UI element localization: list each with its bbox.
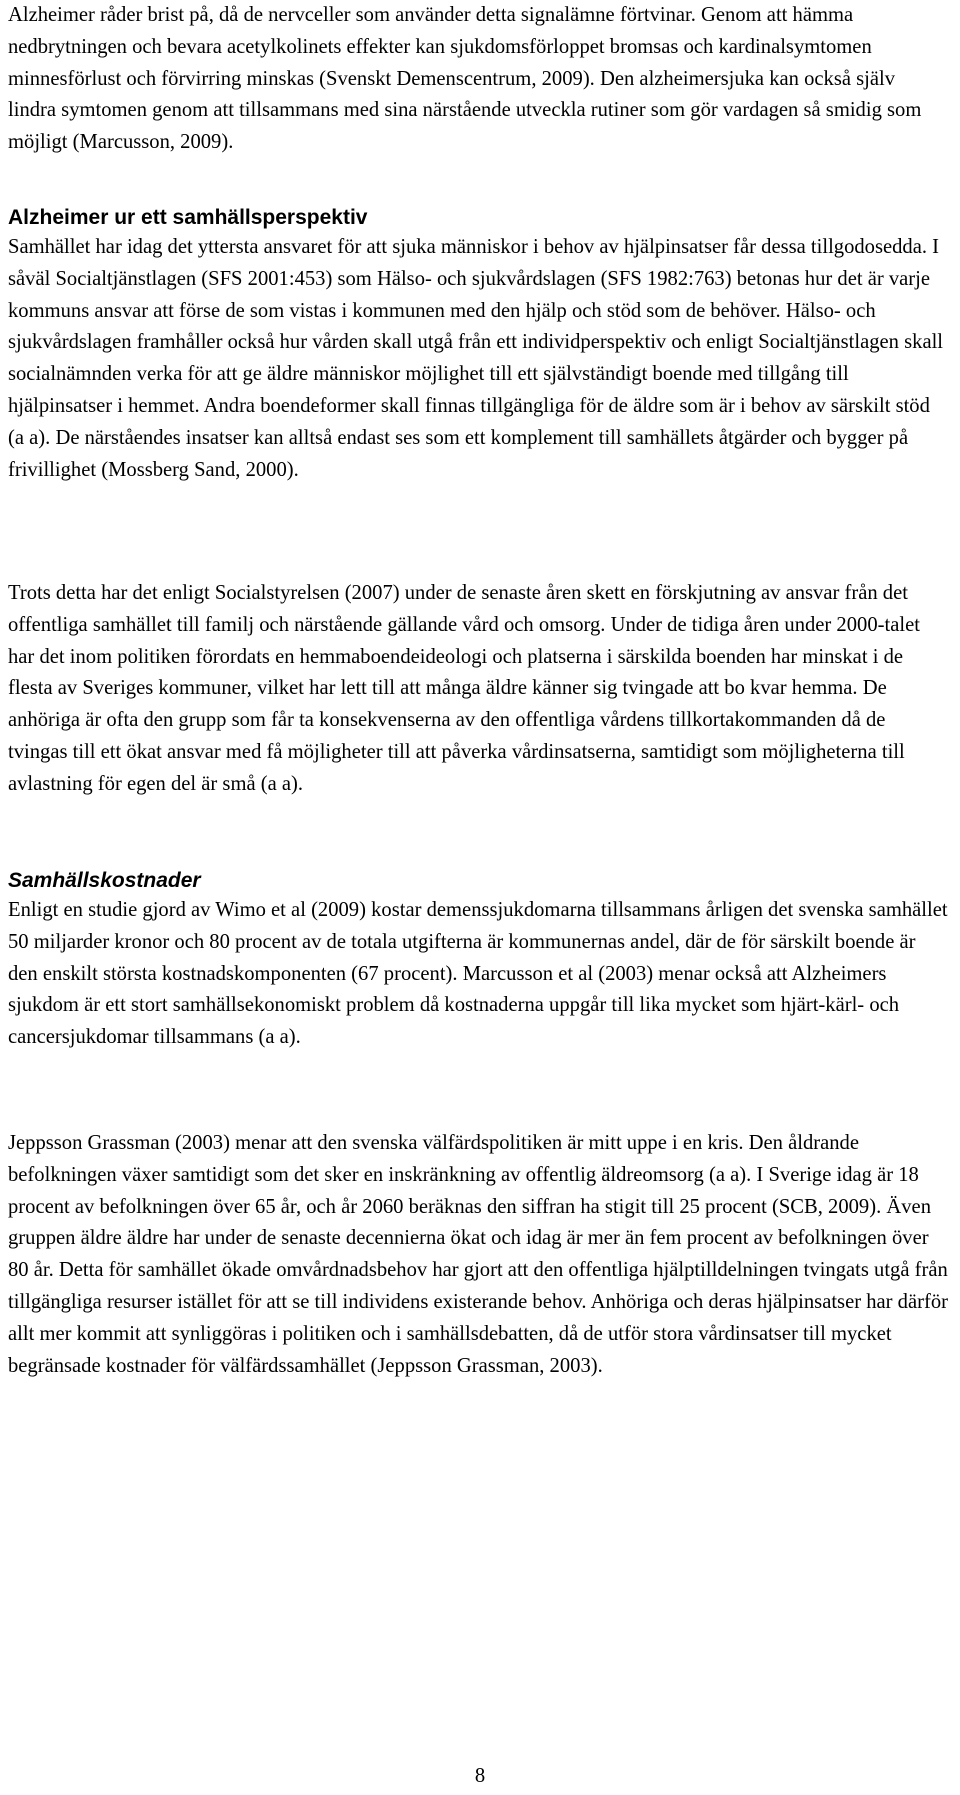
paragraph-shift-of-responsibility: Trots detta har det enligt Socialstyrelsen (2007) under de senaste åren skett en förskjutning av ansvar från det offentliga samhället till familj och närstående gällande vård och omsorg. Under de tidiga åren under 2000-talet har det inom politiken förordats en hemmaboendeideologi och platserna i särskilda boenden har minskat i de flesta av Sveriges kommuner, vilket har lett till att många äldre känner sig tvingade att bo kvar hemma. De anhöriga är ofta den grupp som får ta konsekvenserna av den offentliga vårdens tillkortakommanden då de tvingas till ett ökat ansvar med få möjligheter till att påverka vårdinsatserna, samtidigt som möjligheterna till avlastning för egen del är små (a a). (8, 582, 920, 795)
paragraph-society-responsibility: Samhället har idag det yttersta ansvaret för att sjuka människor i behov av hjälpinsatser får dessa tillgodosedda. I såväl Socialtjänstlagen (SFS 2001:453) som Hälso- och sjukvårdslagen (SFS 1982:763) betonas hur det är varje kommuns ansvar att förse de som vistas i kommunen med den hjälp och stöd som de behöver. Hälso- och sjukvårdslagen framhåller också hur vården skall utgå från ett individperspektiv och enligt Socialtjänstlagen skall socialnämnden verka för att ge äldre människor möjlighet till ett självständigt boende med tillgång till hjälpinsatser i hemmet. Andra boendeformer skall finnas tillgängliga för de äldre som är i behov av särskilt stöd (a a). De närståendes insatser kan alltså endast ses som ett komplement till samhällets åtgärder och bygger på frivillighet (Mossberg Sand, 2000). (8, 236, 944, 481)
paragraph-intro-treatment: Alzheimer råder brist på, då de nervceller som använder detta signalämne förtvinar. Genom att hämma nedbrytningen och bevara acetylkolinets effekter kan sjukdomsförloppet bromsas och kardinalsymtomen minnesförlust och förvirring minskas (Svenskt Demenscentrum, 2009). Den alzheimersjuka kan också själv lindra symtomen genom att tillsammans med sina närstående utveckla rutiner som gör vardagen så smidig som möjligt (Marcusson, 2009). (8, 4, 922, 154)
page-number: 8 (474, 1765, 486, 1787)
paragraph-dementia-costs: Enligt en studie gjord av Wimo et al (2009) kostar demenssjukdomarna tillsammans årligen det svenska samhället 50 miljarder kronor och 80 procent av de totala utgifterna är kommunernas andel, där de för särskilt boende är den enskilt största kostnadskomponenten (67 procent). Marcusson et al (2003) menar också att Alzheimers sjukdom är ett stort samhällsekonomiskt problem då kostnaderna uppgår till lika mycket som hjärt-kärl- och cancersjukdomar tillsammans (a a). (8, 899, 948, 1049)
section-heading-societal-costs: Samhällskostnader (8, 869, 201, 892)
section-heading-societal-perspective: Alzheimer ur ett samhällsperspektiv (8, 206, 368, 229)
paragraph-welfare-crisis: Jeppsson Grassman (2003) menar att den svenska välfärdspolitiken är mitt uppe i en kris. Den åldrande befolkningen växer samtidigt som det sker en inskränkning av offentlig äldreomsorg (a a). I Sverige idag är 18 procent av befolkningen över 65 år, och år 2060 beräknas den siffran ha stigit till 25 procent (SCB, 2009). Även gruppen äldre äldre har under de senaste decennierna ökat och idag är mer än fem procent av befolkningen över 80 år. Detta för samhället ökade omvårdnadsbehov har gjort att den offentliga hjälptilldelningen tvingats utgå från tillgängliga resurser istället för att se till individens existerande behov. Anhöriga och deras hjälpinsatser har därför allt mer kommit att synliggöras i politiken och i samhällsdebatten, då de utför stora vårdinsatser till mycket begränsade kostnader för välfärdssamhället (Jeppsson Grassman, 2003). (8, 1132, 948, 1377)
